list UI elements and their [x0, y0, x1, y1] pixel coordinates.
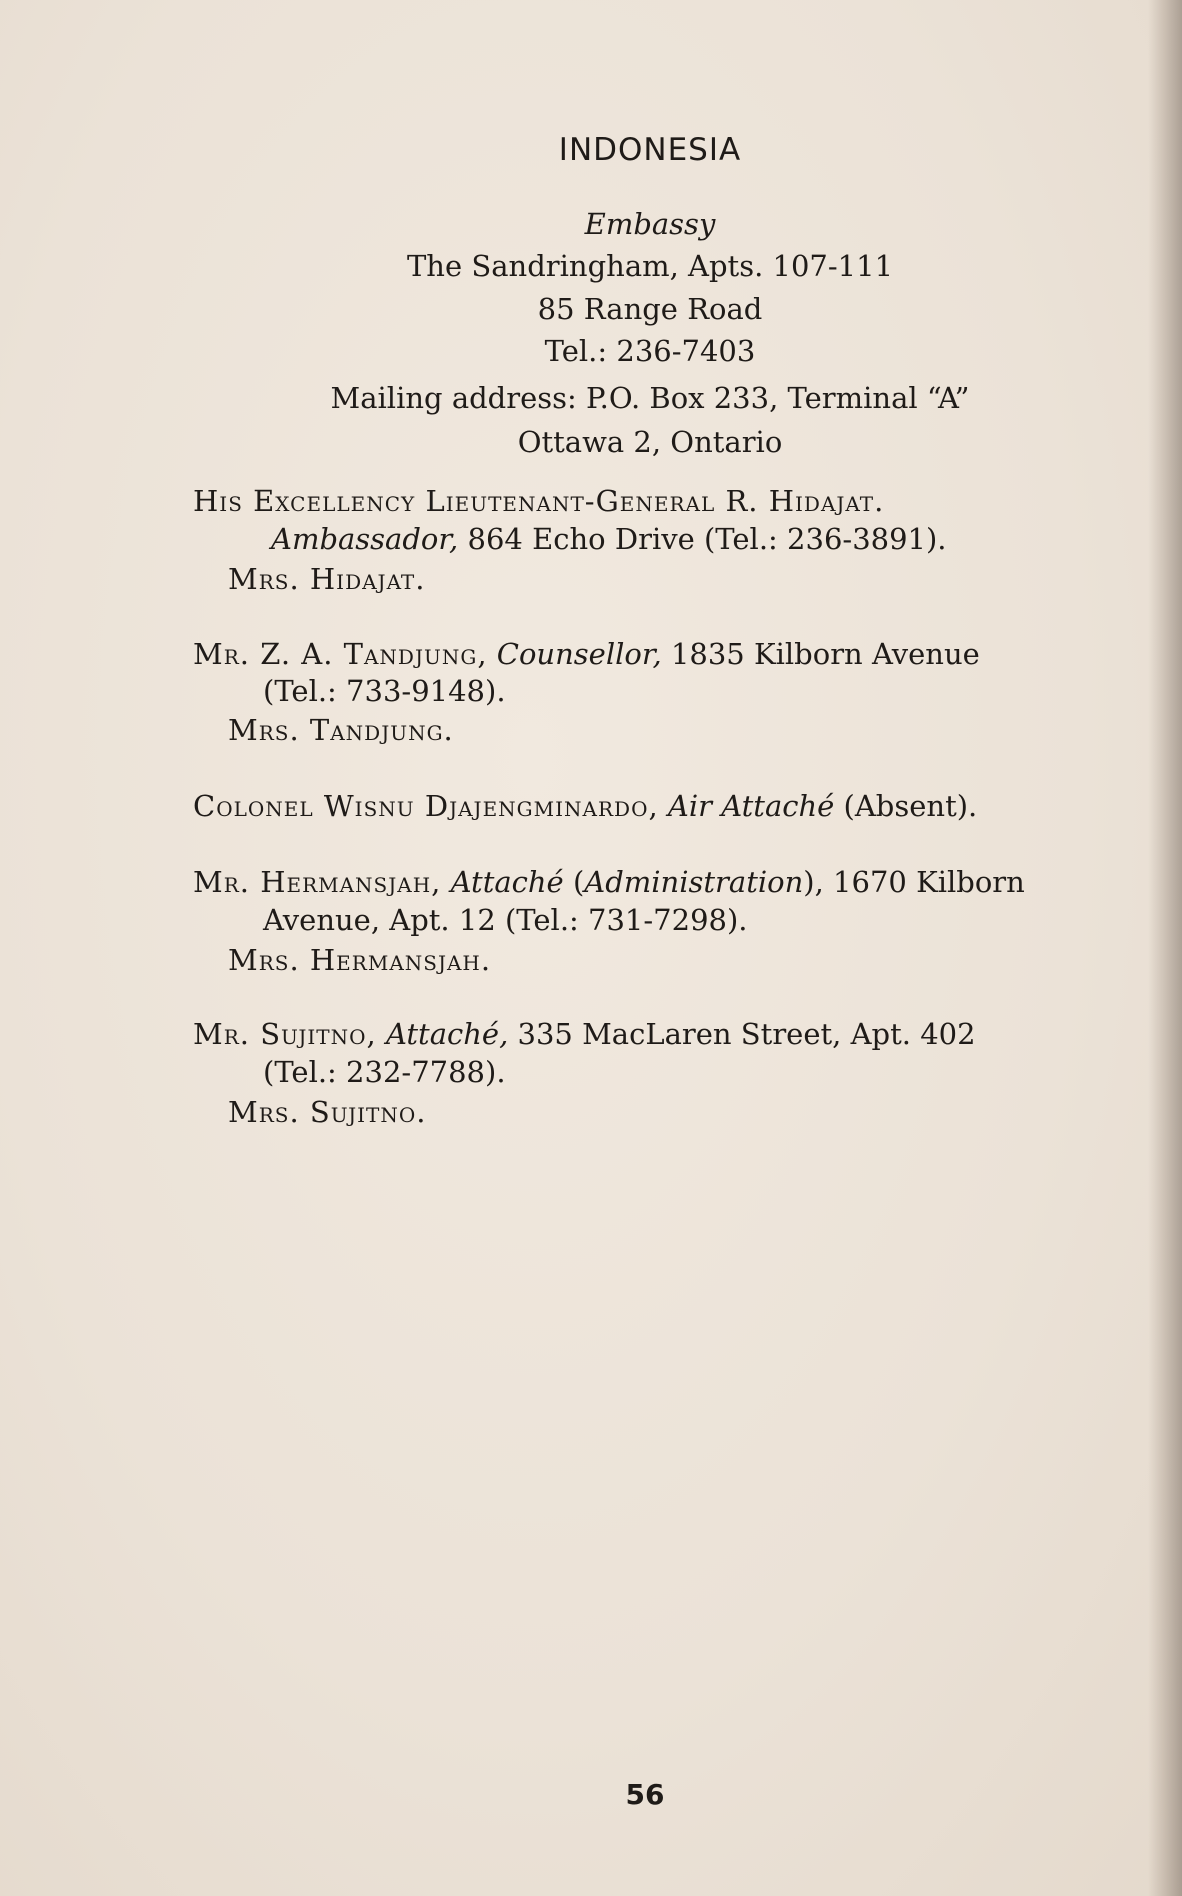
page-number: 56 [625, 1778, 665, 1811]
entry-3-details: (Absent). [843, 789, 978, 823]
entry-4-department: Administration [584, 865, 804, 899]
entry-1-spouse: Mrs. Hidajat. [228, 562, 426, 596]
entry-5-title: Attaché, [385, 1017, 509, 1051]
address-line-2: 85 Range Road [537, 292, 763, 326]
entry-2-name-line [193, 637, 980, 671]
entry-4-details: 1670 Kilborn [833, 865, 1025, 899]
entry-1-name-line [193, 484, 884, 518]
entry-2-name: Mr. Z. A. Tandjung, [193, 637, 488, 671]
entry-1-details: 864 Echo Drive (Tel.: 236-3891). [467, 522, 947, 556]
address-line-3: Tel.: 236-7403 [544, 334, 756, 368]
entry-3-name-line [193, 789, 977, 823]
entry-5-details: 335 MacLaren Street, Apt. 402 [517, 1017, 976, 1051]
entry-1-detail-line [271, 522, 947, 556]
entry-2-details: 1835 Kilborn Avenue [670, 637, 980, 671]
entry-5-spouse: Mrs. Sujitno. [228, 1095, 427, 1129]
address-line-1: The Sandringham, Apts. 107-111 [406, 249, 894, 283]
address-line-4: Mailing address: P.O. Box 233, Terminal “A” [330, 381, 970, 415]
entry-2-title: Counsellor, [496, 637, 662, 671]
entry-4-title: Attaché [450, 865, 564, 899]
entry-2-details-continued: (Tel.: 733-9148). [263, 674, 506, 708]
entry-3-name: Colonel Wisnu Djajengminardo, [193, 789, 659, 823]
entry-5-details-continued: (Tel.: 232-7788). [263, 1055, 506, 1089]
entry-4-details-continued: Avenue, Apt. 12 (Tel.: 731-7298). [263, 903, 748, 937]
entry-4-name: Mr. Hermansjah, [193, 865, 442, 899]
entry-1-name: His Excellency Lieutenant-General R. Hidajat. [193, 484, 885, 518]
entry-4-name-line: Mr. Hermansjah, Attaché (Administration), 1670 Kilborn [193, 865, 1025, 899]
country-heading: INDONESIA [558, 132, 742, 168]
entry-5-name: Mr. Sujitno, [193, 1017, 377, 1051]
address-line-5: Ottawa 2, Ontario [517, 425, 783, 459]
mission-type: Embassy [584, 207, 716, 241]
entry-2-spouse: Mrs. Tandjung. [228, 713, 454, 747]
entry-1-title: Ambassador, [271, 522, 459, 556]
entry-5-name-line [193, 1017, 976, 1051]
entry-4-spouse: Mrs. Hermansjah. [228, 943, 492, 977]
entry-3-title: Air Attaché [667, 789, 835, 823]
